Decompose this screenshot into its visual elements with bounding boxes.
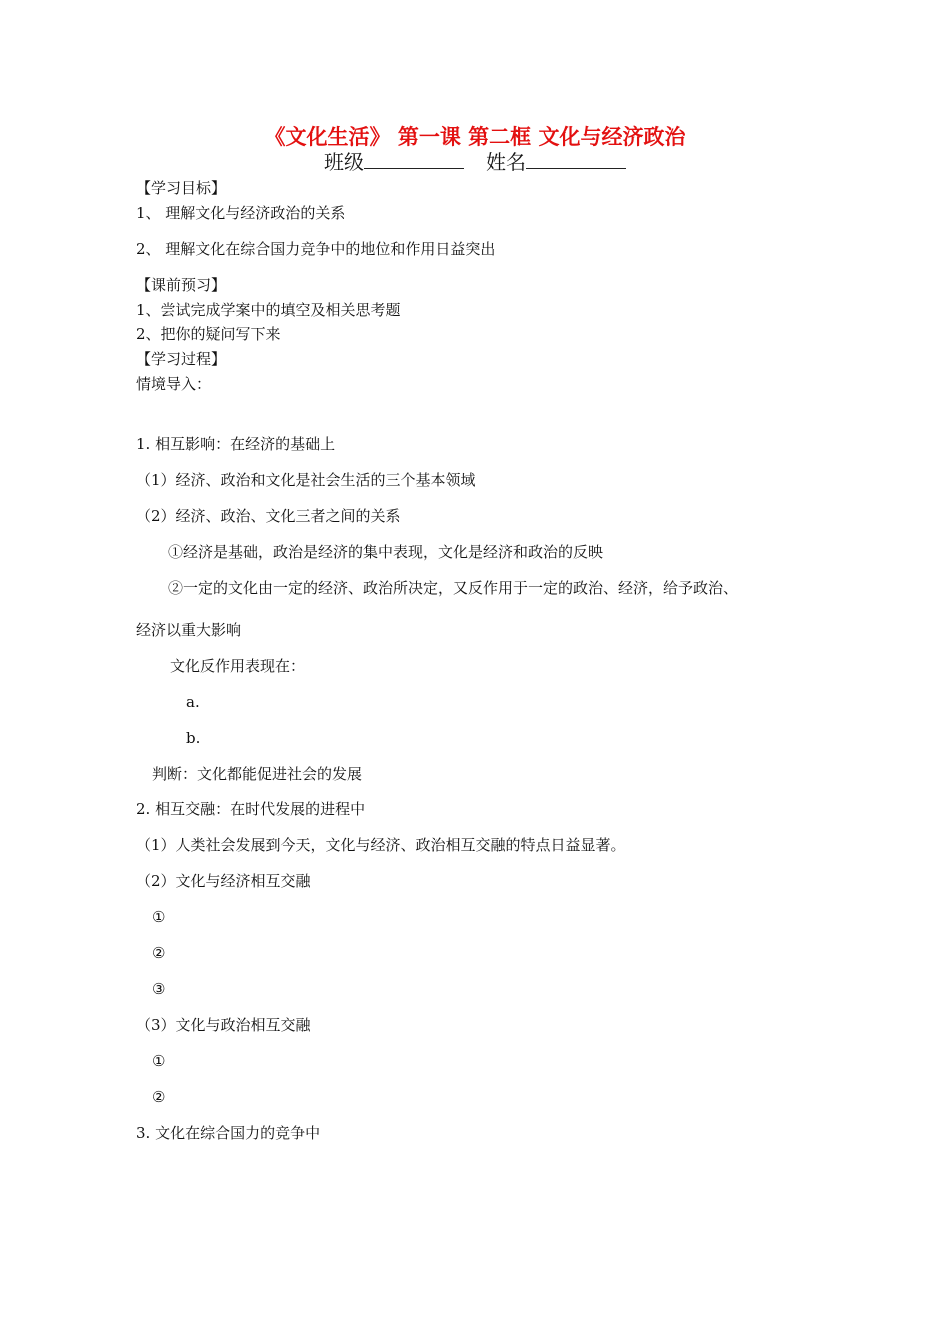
- point-2-2: （2）文化与经济相互交融: [136, 872, 311, 890]
- point-1-2b-cont: 经济以重大影响: [136, 621, 242, 639]
- point-2-3-c1: ①: [152, 1052, 166, 1070]
- class-blank[interactable]: [364, 150, 464, 169]
- preview-1: 1、尝试完成学案中的填空及相关思考题: [136, 301, 401, 319]
- page-title: 《文化生活》 第一课 第二框 文化与经济政治: [264, 124, 686, 149]
- point-1: 1. 相互影响：在经济的基础上: [136, 435, 336, 453]
- point-2-2-c1: ①: [152, 908, 166, 926]
- reaction-a: a.: [186, 693, 200, 711]
- point-2-1: （1）人类社会发展到今天，文化与经济、政治相互交融的特点日益显著。: [136, 836, 626, 854]
- reaction-b: b.: [186, 729, 201, 747]
- name-label: 姓名: [486, 150, 526, 174]
- process-heading: 【学习过程】: [136, 350, 227, 368]
- point-1-2a: ①经济是基础，政治是经济的集中表现，文化是经济和政治的反映: [168, 543, 604, 561]
- point-2-2-c3: ③: [152, 980, 166, 998]
- name-blank[interactable]: [526, 150, 626, 169]
- point-2-3-c2: ②: [152, 1088, 166, 1106]
- objective-1: 1、 理解文化与经济政治的关系: [136, 204, 346, 222]
- objective-2: 2、 理解文化在综合国力竞争中的地位和作用日益突出: [136, 240, 496, 258]
- preview-heading: 【课前预习】: [136, 276, 227, 294]
- intro-label: 情境导入：: [136, 375, 212, 393]
- point-1-2b: ②一定的文化由一定的经济、政治所决定，又反作用于一定的政治、经济，给予政治、: [168, 579, 739, 597]
- point-2-2-c2: ②: [152, 944, 166, 962]
- point-1-1: （1）经济、政治和文化是社会生活的三个基本领域: [136, 471, 476, 489]
- point-2-3: （3）文化与政治相互交融: [136, 1016, 311, 1034]
- point-2: 2. 相互交融：在时代发展的进程中: [136, 800, 366, 818]
- point-3: 3. 文化在综合国力的竞争中: [136, 1124, 321, 1142]
- point-1-2: （2）经济、政治、文化三者之间的关系: [136, 507, 401, 525]
- preview-2: 2、把你的疑问写下来: [136, 325, 281, 343]
- class-label: 班级: [324, 150, 364, 174]
- header-fields: [0, 150, 950, 174]
- objectives-heading: 【学习目标】: [136, 179, 227, 197]
- judge-line: 判断：文化都能促进社会的发展: [152, 765, 363, 783]
- reaction-label: 文化反作用表现在：: [170, 657, 306, 675]
